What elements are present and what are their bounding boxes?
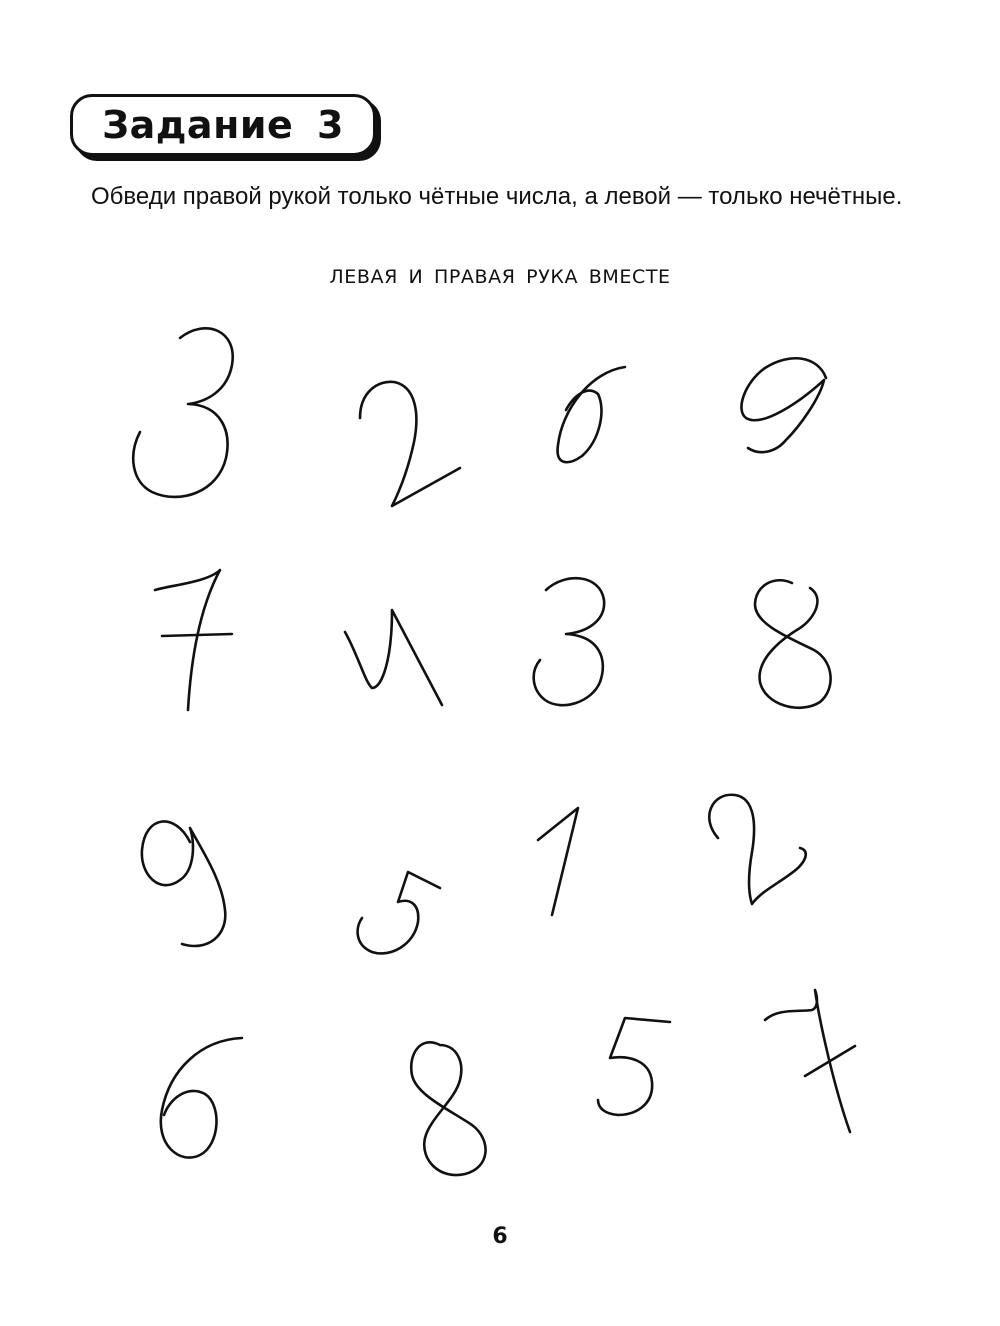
instruction-text: Обведи правой рукой только чётные числа, а левой — только нечётные. — [91, 183, 903, 210]
digit-1 — [538, 808, 578, 915]
digit-7-slanted-crossbar — [805, 1046, 855, 1076]
page-number: 6 — [492, 1224, 508, 1249]
digit-3-small — [534, 578, 604, 705]
digit-8 — [755, 580, 831, 708]
digit-7-stem — [155, 570, 220, 710]
digit-5 — [358, 872, 440, 953]
digit-5-small — [598, 1018, 670, 1115]
digit-6 — [558, 367, 625, 462]
digit-7-slanted — [765, 990, 850, 1132]
task-title: Задание 3 — [102, 103, 344, 147]
digit-4 — [345, 610, 442, 705]
digit-2-small — [709, 795, 805, 904]
digit-9-large — [142, 821, 225, 946]
digit-7-crossbar — [162, 634, 232, 636]
digit-9 — [741, 358, 826, 452]
digit-8-large — [411, 1042, 485, 1175]
digit-2 — [360, 382, 460, 506]
digit-3-large — [133, 328, 232, 497]
section-subheading: ЛЕВАЯ И ПРАВАЯ РУКА ВМЕСТЕ — [329, 266, 671, 288]
digit-6-large — [161, 1038, 242, 1158]
